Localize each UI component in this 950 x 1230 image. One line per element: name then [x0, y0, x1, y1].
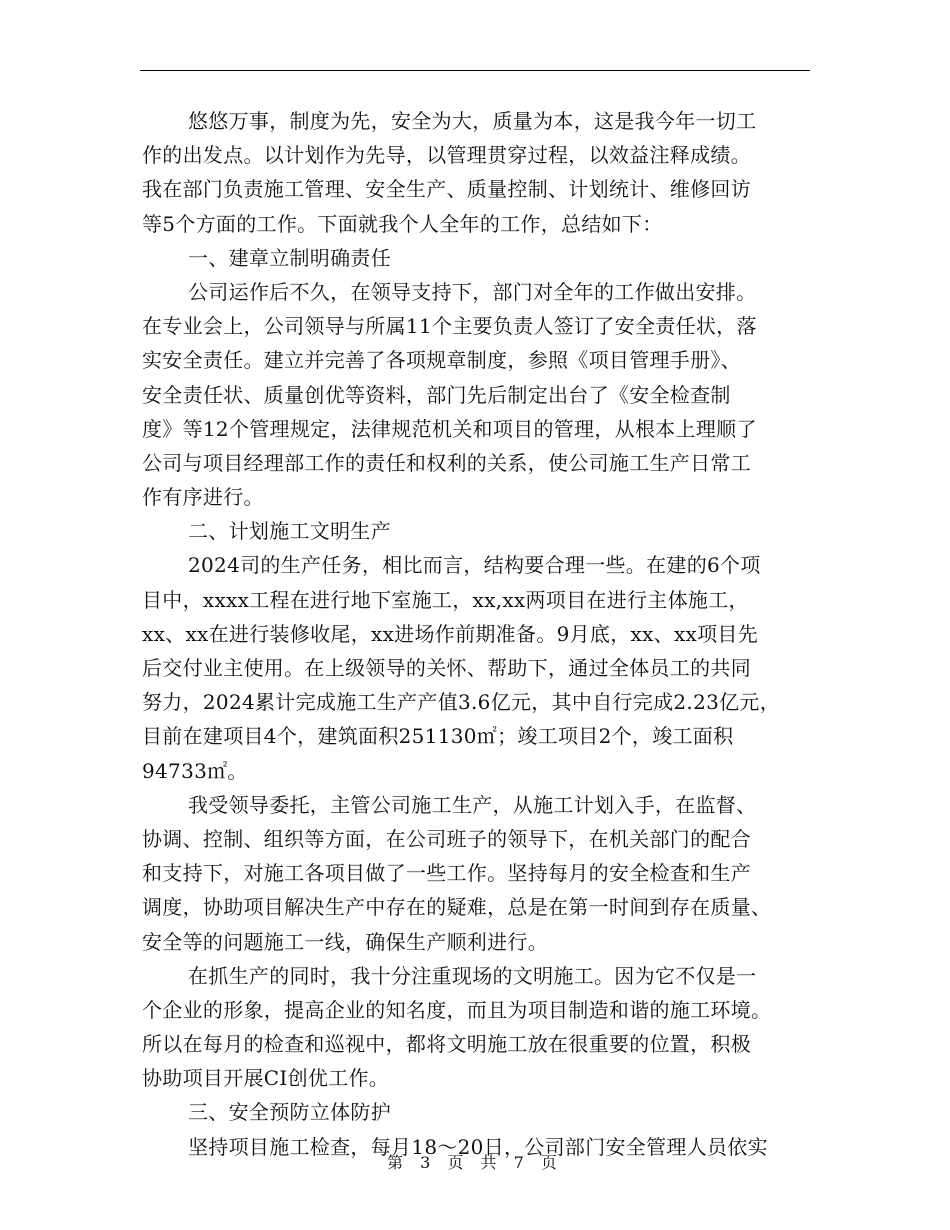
text-line: xx、xx在进行装修收尾，xx进场作前期准备。9月底，xx、xx项目先 — [142, 621, 759, 646]
body-text — [142, 104, 814, 1164]
text-line: 作有序进行。 — [142, 485, 264, 510]
text-line: 坚持项目施工检查，每月18～20日，公司部门安全管理人员依实 — [188, 1134, 768, 1159]
text-line: 悠悠万事，制度为先，安全为大，质量为本，这是我今年一切工 — [188, 109, 757, 133]
text-line: 公司运作后不久，在领导支持下，部门对全年的工作做出安排。 — [188, 279, 757, 304]
text-line: 协助项目开展CI创优工作。 — [142, 1066, 390, 1091]
text-line: 实安全责任。建立并完善了各项规章制度，参照《项目管理手册》、 — [142, 348, 741, 373]
text-line: 作的出发点。以计划作为先导，以管理贯穿过程，以效益注释成绩。 — [142, 143, 751, 168]
header-rule — [140, 70, 810, 71]
text-line: 个企业的形象，提高企业的知名度，而且为项目制造和谐的施工环境。 — [142, 997, 772, 1022]
text-line: 我受领导委托，主管公司施工生产，从施工计划入手，在监督、 — [188, 792, 757, 817]
text-line: 一、建章立制明确责任 — [188, 245, 391, 270]
text-line: 协调、控制、组织等方面，在公司班子的领导下，在机关部门的配合 — [142, 826, 751, 851]
text-line: 94733㎡。 — [142, 758, 248, 783]
text-line: 努力，2024累计完成施工生产产值3.6亿元，其中自行完成2.23亿元， — [142, 690, 781, 715]
page-footer: 第 3 页 共 7 页 — [387, 1153, 563, 1172]
text-line: 所以在每月的检查和巡视中，都将文明施工放在很重要的位置，积极 — [142, 1032, 751, 1057]
text-line: 2024司的生产任务，相比而言，结构要合理一些。在建的6个项 — [188, 553, 761, 578]
text-line: 安全等的问题施工一线，确保生产顺利进行。 — [142, 929, 548, 954]
text-line: 目中，xxxx工程在进行地下室施工，xx,xx两项目在进行主体施工， — [142, 587, 749, 612]
text-line: 在抓生产的同时，我十分注重现场的文明施工。因为它不仅是一 — [188, 963, 757, 988]
text-line: 等5个方面的工作。下面就我个人全年的工作，总结如下： — [142, 211, 663, 236]
text-line: 我在部门负责施工管理、安全生产、质量控制、计划统计、维修回访 — [142, 177, 751, 202]
text-line: 安全责任状、质量创优等资料，部门先后制定出台了《安全检查制 — [142, 382, 731, 407]
text-line: 调度，协助项目解决生产中存在的疑难，总是在第一时间到存在质量、 — [142, 895, 772, 920]
text-line: 三、安全预防立体防护 — [188, 1100, 391, 1125]
text-line: 二、计划施工文明生产 — [188, 519, 391, 544]
text-line: 后交付业主使用。在上级领导的关怀、帮助下，通过全体员工的共同 — [142, 656, 751, 680]
text-line: 和支持下，对施工各项目做了一些工作。坚持每月的安全检查和生产 — [142, 861, 751, 886]
text-line: 公司与项目经理部工作的责任和权利的关系，使公司施工生产日常工 — [142, 450, 751, 475]
text-line: 目前在建项目4个，建筑面积251130㎡；竣工项目2个，竣工面积 — [142, 724, 734, 749]
text-line: 在专业会上，公司领导与所属11个主要负责人签订了安全责任状，落 — [142, 314, 757, 339]
text-line: 度》等12个管理规定，法律规范机关和项目的管理，从根本上理顺了 — [142, 416, 757, 441]
